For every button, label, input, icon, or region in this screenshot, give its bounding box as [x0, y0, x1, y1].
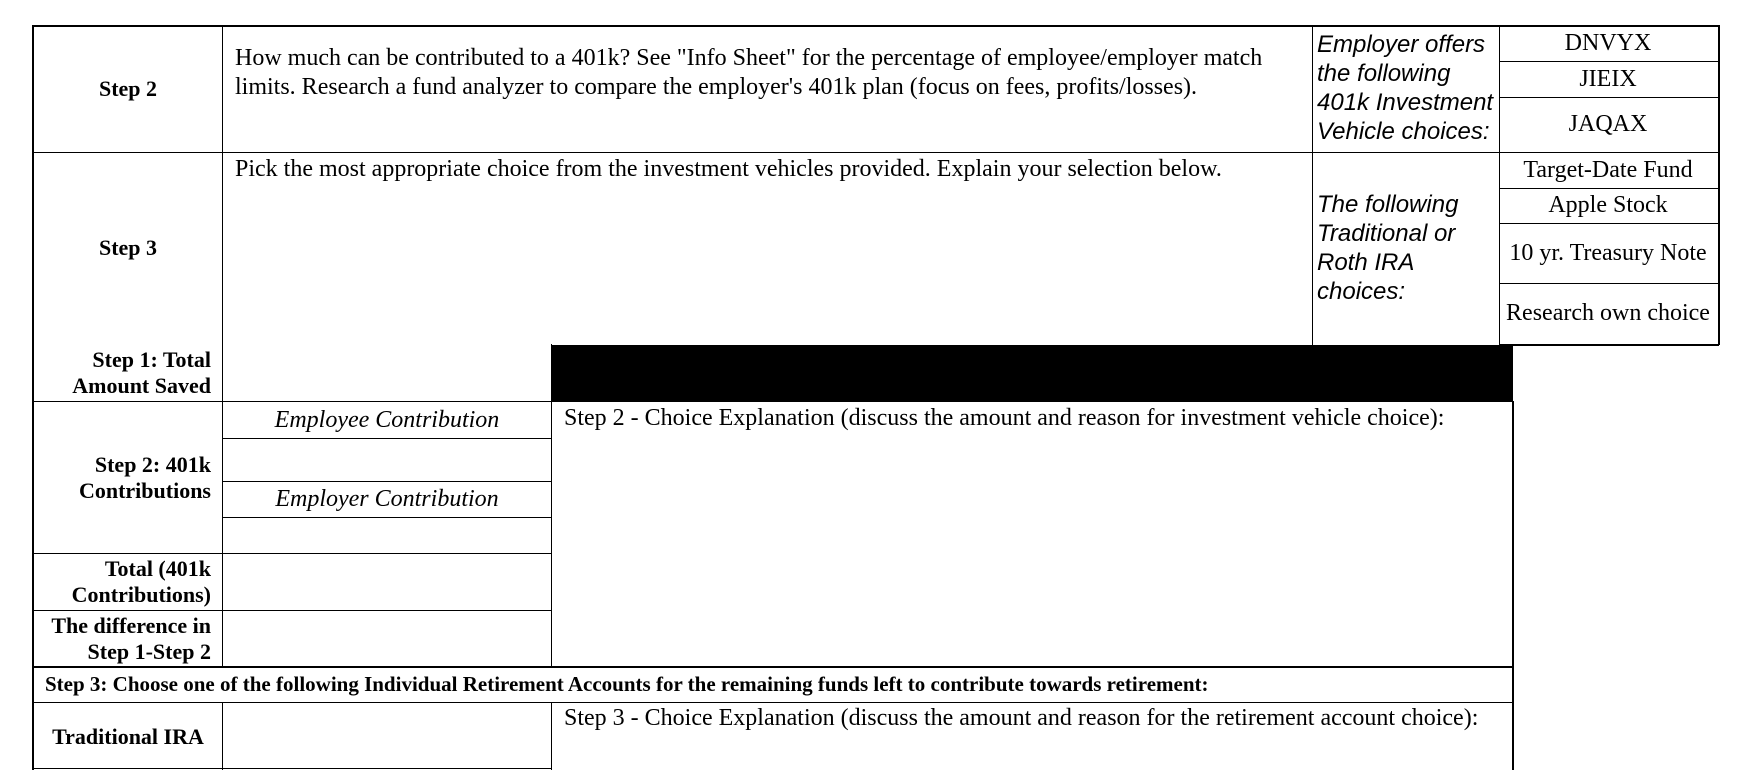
step2-option-1: DNVYX [1564, 30, 1652, 56]
employer-contribution-label: Employer Contribution [275, 486, 499, 512]
step3-option-2: Apple Stock [1548, 192, 1668, 218]
step2-instructions: How much can be contributed to a 401k? See "Info Sheet" for the percentage of employee/employer match limits. Research a fund analyzer to compare the employer's 401k plan (focus on fees, profits/losses). [235, 45, 1263, 100]
employee-contribution-input[interactable] [224, 439, 550, 481]
step3-explanation[interactable]: Step 3 - Choice Explanation (discuss the amount and reason for the retirement account choice): [564, 705, 1479, 731]
step3-heading: Step 3: Choose one of the following Individual Retirement Accounts for the remaining funds left to contribute towards retirement: [45, 672, 1209, 696]
employee-contribution-label: Employee Contribution [274, 406, 500, 433]
difference-input[interactable] [224, 611, 550, 665]
step2-offer-label: Employer offers the following 401k Investment Vehicle choices: [1317, 31, 1494, 145]
difference-label: The difference in Step 1-Step 2 [51, 612, 211, 664]
total-401k-input[interactable] [224, 554, 550, 609]
traditional-ira-label: Traditional IRA [52, 723, 204, 749]
step2-label: Step 2 [98, 76, 158, 101]
step3-offer-label: The following Traditional or Roth IRA choices: [1317, 191, 1459, 305]
step2-explanation[interactable]: Step 2 - Choice Explanation (discuss the amount and reason for investment vehicle choice): [564, 405, 1445, 431]
total-401k-label: Total (401k Contributions) [71, 556, 211, 607]
traditional-ira-input[interactable] [224, 703, 550, 768]
step2-option-2: JIEIX [1579, 65, 1637, 92]
step1-total-input[interactable] [224, 346, 550, 400]
step3-option-1: Target-Date Fund [1523, 156, 1693, 183]
step2-contributions-label: Step 2: 401k Contributions [78, 451, 211, 503]
step2-option-3: JAQAX [1568, 111, 1648, 137]
step1-total-label: Step 1: Total Amount Saved [72, 347, 211, 398]
step3-option-3: 10 yr. Treasury Note [1509, 239, 1707, 266]
step3-label: Step 3 [98, 235, 158, 260]
blackout-bar [551, 345, 1513, 401]
step3-option-4: Research own choice [1506, 300, 1710, 326]
step3-instructions: Pick the most appropriate choice from the investment vehicles provided. Explain your selection below. [235, 156, 1222, 182]
employer-contribution-input[interactable] [224, 518, 550, 553]
